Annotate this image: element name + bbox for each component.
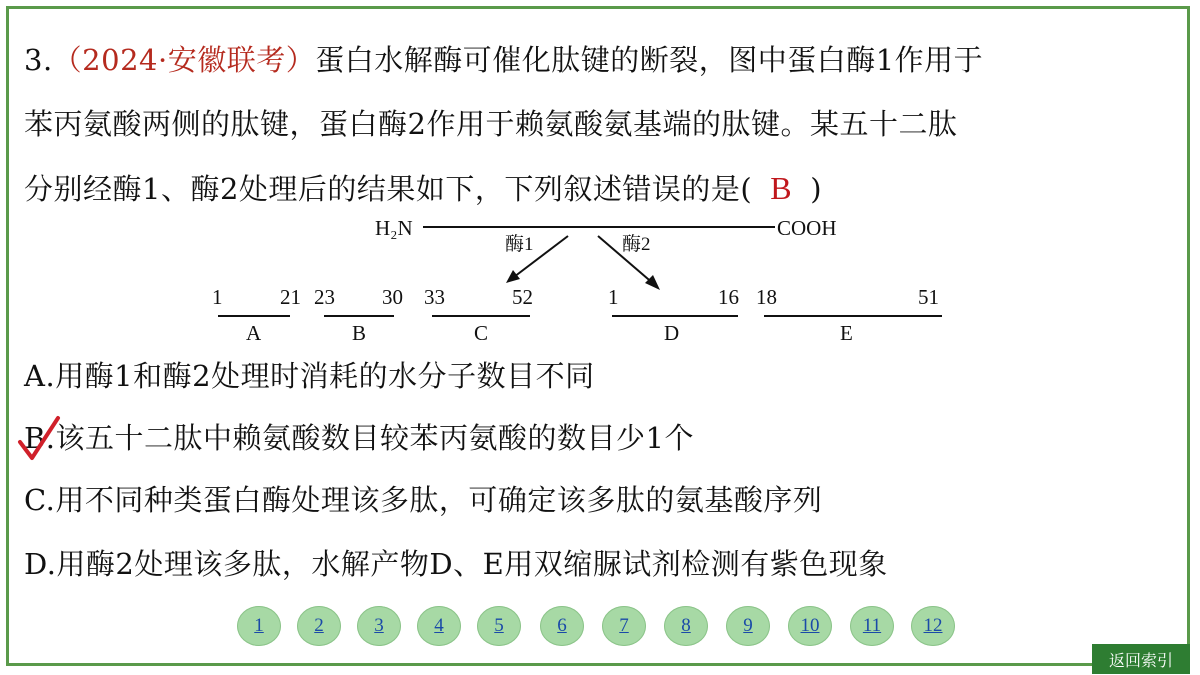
question-number: 3. [24,43,53,77]
enzyme1-label: 酶1 [505,234,534,255]
enzyme1-arrowhead [506,270,520,283]
page-button-9[interactable]: 9 [726,606,770,646]
page-button-12[interactable]: 12 [911,606,955,646]
option-a: A.用酶1和酶2处理时消耗的水分子数目不同 [24,359,595,393]
fragment-a-label: A [246,321,262,345]
page-button-7[interactable]: 7 [602,606,646,646]
checkmark-icon [14,412,64,464]
enzyme2-label: 酶2 [622,234,651,255]
fragment-e-start: 18 [756,285,777,309]
page-button-10[interactable]: 10 [788,606,832,646]
fragment-c-end: 52 [512,285,533,309]
page-button-11[interactable]: 11 [850,606,894,646]
fragment-a-start: 1 [212,285,223,309]
question-text-3: 分别经酶1、酶2处理后的结果如下，下列叙述错误的是( [24,172,753,206]
question-text-1: 蛋白水解酶可催化肽键的断裂，图中蛋白酶1作用于 [315,43,984,77]
page-button-8[interactable]: 8 [664,606,708,646]
fragment-b-start: 23 [314,285,335,309]
page-button-1[interactable]: 1 [237,606,281,646]
fragment-e-end: 51 [918,285,939,309]
page-button-3[interactable]: 3 [357,606,401,646]
fragment-d-end: 16 [718,285,739,309]
page-button-2[interactable]: 2 [297,606,341,646]
option-d: D.用酶2处理该多肽，水解产物D、E用双缩脲试剂检测有紫色现象 [24,547,888,581]
fragment-b-label: B [352,321,367,345]
c-terminal-label: COOH [777,216,837,240]
pagination [0,606,1200,648]
fragment-d-label: D [664,321,680,345]
option-c: C.用不同种类蛋白酶处理该多肽，可确定该多肽的氨基酸序列 [24,483,823,517]
fragment-c-label: C [474,321,489,345]
answer-mark: B [770,170,793,206]
question-text-3-end: ) [810,172,823,206]
fragment-b-end: 30 [382,285,403,309]
fragment-d-start: 1 [608,285,619,309]
option-b: B.该五十二肽中赖氨酸数目较苯丙氨酸的数目少1个 [24,421,694,455]
fragment-e-label: E [840,321,853,345]
page-button-5[interactable]: 5 [477,606,521,646]
question-source: （2024·安徽联考） [52,43,316,77]
page-button-4[interactable]: 4 [417,606,461,646]
n-terminal-label: H₂N [375,216,413,240]
fragment-c-start: 33 [424,285,445,309]
fragment-a-end: 21 [280,285,301,309]
question-text-2: 苯丙氨酸两侧的肽键，蛋白酶2作用于赖氨酸氨基端的肽键。某五十二肽 [24,107,958,141]
back-to-index-button[interactable]: 返回索引 [1092,644,1190,674]
page-button-6[interactable]: 6 [540,606,584,646]
